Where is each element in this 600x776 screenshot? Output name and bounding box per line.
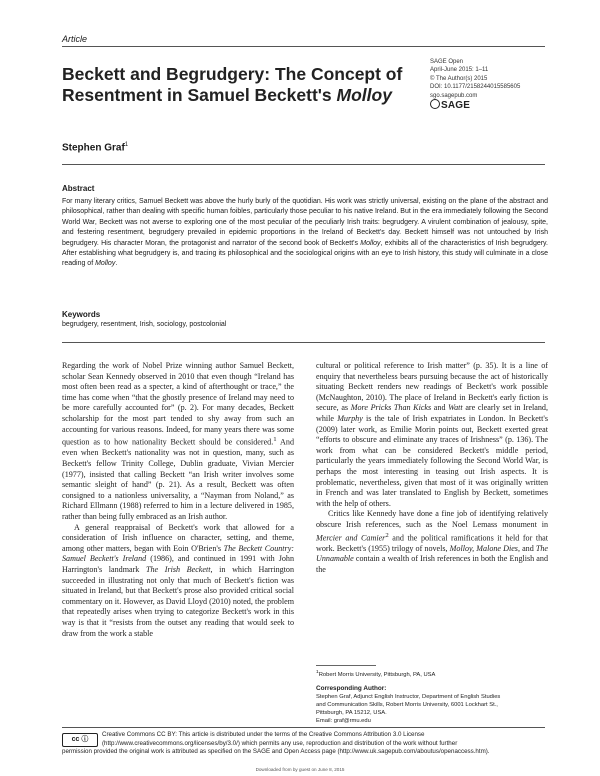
article-title [62, 64, 412, 106]
book-title: The Unnamable [316, 543, 549, 564]
license-line-2[interactable]: (http://www.creativecommons.org/licenses/by/3.0/) which permits any use, reproduction and distribution of the work without further [102, 739, 458, 747]
affiliation-note [316, 669, 548, 679]
abstract-italic-2: Molloy [95, 260, 116, 268]
book-title: Molloy, Malone Dies [449, 543, 518, 553]
book-title: Mercier and Camier [316, 533, 386, 543]
body-text: and the political ramifications it held for that work. Beckett's (1955) trilogy of novels, [316, 533, 548, 553]
corresponding-author-heading: Corresponding Author: [316, 685, 387, 693]
title-italic-molloy: Molloy [336, 85, 392, 105]
journal-doi[interactable]: DOI: 10.1177/2158244015585605 [430, 84, 521, 91]
abstract-text-end: . [115, 260, 118, 268]
body-text: A general reappraisal of Beckett's work that allowed for a consideration of Irish influence on character, setting, and theme, among other matters, began with Eoin O'Brien's [62, 522, 294, 553]
body-paragraph [62, 361, 294, 523]
affiliation-text: Robert Morris University, Pittsburgh, PA, USA [318, 671, 436, 678]
creative-commons-icon: cc ⓘ [62, 733, 98, 747]
author-name [62, 142, 128, 153]
body-text: , in which Harrington succeeded in illustrating not only that much of Beckett's fiction was situated in Ireland, but that Beckett's prose also provided critical social commentary on it. However, as David Lloyd (2010) noted, the problem that repeatedly arises when trying to categorize Beckett's work in this way is that it “resists from the outset any reading that would seek to draw from the work a stable [62, 564, 295, 638]
title-line-2: Resentment in Samuel Beckett's [62, 85, 337, 105]
journal-url[interactable]: sgo.sagepub.com [430, 92, 478, 99]
corresponding-line: Stephen Graf, Adjunct English Instructor, Department of English Studies [316, 694, 501, 701]
title-line-1: Beckett and Begrudgery: The Concept of [62, 64, 403, 84]
body-paragraph [316, 509, 548, 575]
corresponding-line: and Communication Skills, Robert Morris University, 6001 Lockhart St., [316, 702, 498, 709]
abstract-body [62, 197, 548, 270]
abstract-heading: Abstract [62, 184, 95, 193]
sage-logo-mark-icon [430, 99, 440, 109]
license-line-3[interactable]: permission provided the original work is attributed as specified on the SAGE and Open Access page (http://www.uk.sagepub.com/aboutus/openaccess.htm). [62, 748, 490, 756]
footnote-ref[interactable]: 2 [385, 531, 389, 539]
body-text: , and [517, 543, 536, 553]
author-name-text: Stephen Graf [62, 142, 125, 154]
body-text: cultural or political reference to Irish matter” (p. 35). It is a line of enquiry that nevertheless bears pursuing because the act of historically situating Beckett renders new readings of Beckett's work possible (McNaughton, 2010). The place of Ireland in Beckett's early fiction is secure, as [316, 361, 548, 413]
abstract-text-1: For many literary critics, Samuel Beckett was above the hurly burly of the quotidian. His work was strictly universal, existing on the plane of the abstract and philosophical, rather than dealing with specific human foibles, particularly those peculiar to his native Ireland. But in the era immediately following the Second World War, Beckett was not averse to exploring one of the most peculiar of the peculiarly Irish traits: begrudgery. A virulent combination of jealousy, spite, and festering resentment, begrudgery prevailed in epidemic proportions in the Ireland of Beckett's day. Beckett himself was not untouched by Irish begrudgery. His character Moran, the protagonist and narrator of the second book of Beckett's [62, 198, 548, 247]
journal-info [430, 58, 560, 100]
book-title: The Beckett Country: Samuel Beckett's Ireland [62, 543, 294, 564]
abstract-text-2: , exhibits all of the characteristics of Irish begrudgery. After establishing what begrudgery is, and tracing its philosophical and the sociological origins with an eye to Irish history, this study will culminate in a close reading of [62, 239, 548, 268]
body-left-column [62, 361, 294, 639]
book-title: More Pricks Than Kicks [350, 403, 432, 413]
journal-issue: April-June 2015: 1–11 [430, 67, 489, 74]
body-text: and [431, 403, 449, 413]
abstract-italic-1: Molloy [360, 239, 381, 247]
footnotes [316, 669, 548, 725]
body-text: are clearly set in Ireland, while [316, 403, 549, 423]
book-title: Murphy [337, 413, 363, 423]
license-line-1: Creative Commons CC BY: This article is distributed under the terms of the Creative Commons Attribution 3.0 License [102, 731, 425, 738]
journal-copyright: © The Author(s) 2015 [430, 75, 488, 82]
body-text: Regarding the work of Nobel Prize winning author Samuel Beckett, scholar Sean Kennedy observed in 2010 that even though “Ireland has most often been read as a specter, a kind of afterthought or trace,” the time has come when “that the ghostly presence of Ireland may need to be more carefully accounted for” (p. 2). For many decades, Beckett scholarship for the most part tended to shy away from such an accounting for various reasons. Indeed, for many years there was some question as to how nationality Beckett should be considered. [62, 361, 294, 447]
header-rule [62, 46, 545, 47]
book-title: The Irish Beckett [145, 564, 211, 574]
body-text: Critics like Kennedy have done a fine job of identifying relatively obscure Irish references, such as the Noel Lemass monument in [316, 509, 548, 529]
body-text: And even when Beckett's nationality was not in question, many, such as Beckett's fellow Trinity College, Dublin graduate, Vivian Mercier (1977), insisted that calling Beckett “an Irish writer involves some semantic sleight of hand” (p. 21). As a result, Beckett was often consigned to a nationless universality, a “Nayman from Noland,” as Richard Ellmann (1988) referred to him in a lecture delivered in 1985, rather than being fully embraced as an Irish author. [62, 437, 294, 521]
sage-logo [430, 99, 470, 111]
author-affiliation-marker: 1 [124, 142, 129, 148]
book-title: Watt [448, 403, 463, 413]
body-paragraph [62, 523, 294, 640]
license-top-rule [62, 727, 545, 728]
body-right-column [316, 361, 548, 576]
affiliation-marker: 1 [316, 670, 319, 675]
corresponding-line: Pittsburgh, PA 15212, USA. [316, 710, 387, 717]
body-text: (1986), and continued in 1991 with John Harrington's landmark [62, 554, 295, 574]
download-note: Downloaded from by guest on June 8, 2015 [255, 767, 345, 772]
journal-name: SAGE Open [430, 59, 464, 65]
abstract-top-rule [62, 164, 545, 165]
footnote-ref[interactable]: 1 [273, 436, 277, 444]
body-paragraph [316, 361, 548, 509]
footnote-rule [316, 665, 376, 666]
article-type-label: Article [62, 34, 88, 44]
body-text: is the tale of Irish expatriates in London. In Beckett's (2009) later work, as Emilie Morin points out, Beckett exerted great “efforts to obscure and eliminate any traces of Irishness” (p. 136). The work from what can be considered Beckett's middle period, particularly the years immediately following the Second World War, is perhaps the most interesting in teasing out Irish aspects. It is problematic, nevertheless, given that most of it was originally written in French and was later translated to English by Beckett, sometimes with the help of others. [316, 413, 548, 508]
sage-logo-text: SAGE [441, 100, 471, 111]
keywords-heading: Keywords [62, 310, 101, 319]
keywords-list: begrudgery, resentment, Irish, sociology, postcolonial [62, 321, 227, 328]
keywords-bottom-rule [62, 342, 545, 343]
body-text: contain a wealth of Irish references in both the English and the [316, 554, 548, 574]
corresponding-email[interactable]: Email: graf@rmu.edu [316, 718, 371, 725]
